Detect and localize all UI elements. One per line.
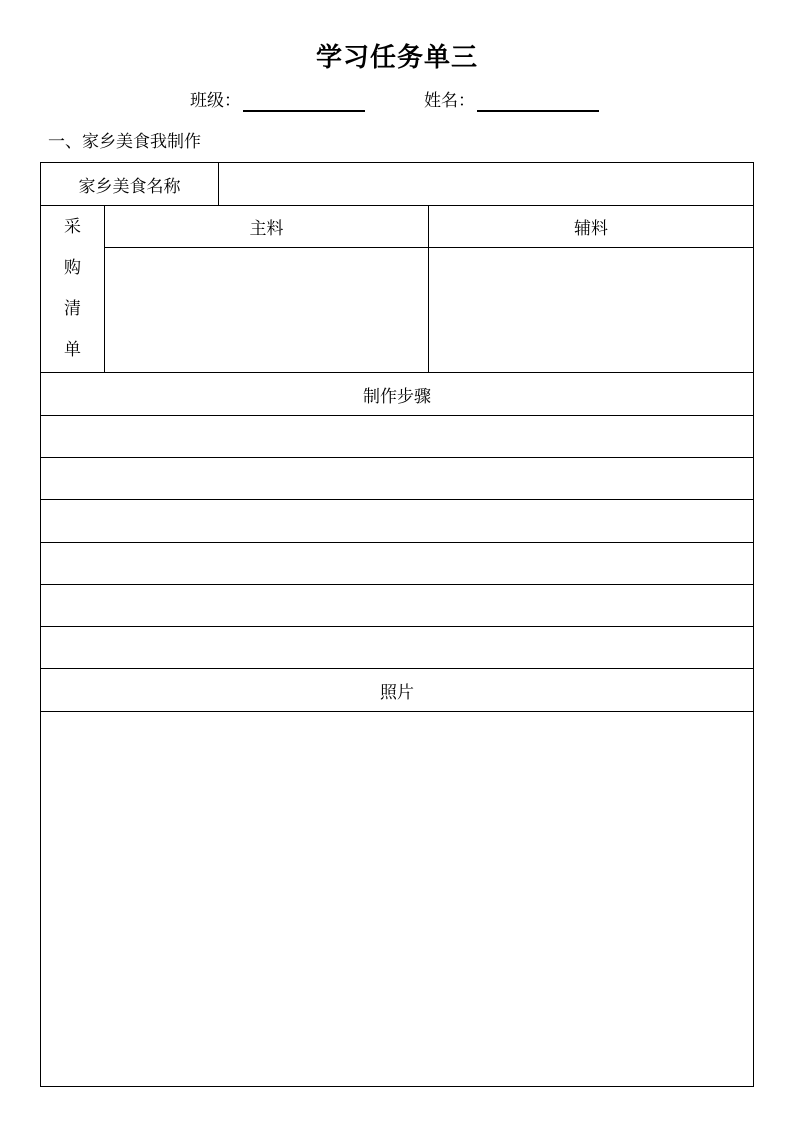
auxiliary-ingredients-header: 辅料 bbox=[429, 206, 754, 248]
main-ingredients-header: 主料 bbox=[105, 206, 429, 248]
photo-area-row bbox=[41, 712, 754, 1087]
class-label: 班级： bbox=[190, 91, 241, 111]
ingredients-input-row bbox=[41, 248, 754, 373]
shopping-list-char: 购 bbox=[64, 258, 81, 278]
step-input-cell[interactable] bbox=[41, 543, 754, 585]
step-input-cell[interactable] bbox=[41, 458, 754, 500]
name-blank[interactable] bbox=[477, 92, 599, 112]
food-name-input-cell[interactable] bbox=[219, 163, 754, 206]
name-field-group bbox=[424, 90, 599, 112]
steps-header: 制作步骤 bbox=[41, 373, 754, 416]
name-label: 姓名： bbox=[424, 91, 475, 111]
class-blank[interactable] bbox=[243, 92, 365, 112]
step-row bbox=[41, 543, 754, 585]
auxiliary-ingredients-input-cell[interactable] bbox=[429, 248, 754, 373]
step-row bbox=[41, 416, 754, 458]
shopping-list-char: 采 bbox=[64, 217, 81, 237]
ingredients-header-row bbox=[41, 206, 754, 248]
step-row bbox=[41, 627, 754, 669]
step-row bbox=[41, 458, 754, 500]
step-input-cell[interactable] bbox=[41, 500, 754, 543]
photo-header-row bbox=[41, 669, 754, 712]
food-name-label: 家乡美食名称 bbox=[41, 163, 219, 206]
photo-area[interactable] bbox=[41, 712, 754, 1087]
step-row bbox=[41, 585, 754, 627]
shopping-list-char: 清 bbox=[64, 299, 81, 319]
food-name-row bbox=[41, 163, 754, 206]
section-heading: 一、家乡美食我制作 bbox=[48, 132, 201, 152]
worksheet-table bbox=[40, 162, 754, 1087]
step-input-cell[interactable] bbox=[41, 585, 754, 627]
main-ingredients-input-cell[interactable] bbox=[105, 248, 429, 373]
page-title: 学习任务单三 bbox=[315, 43, 478, 73]
student-info-row bbox=[0, 90, 794, 114]
step-input-cell[interactable] bbox=[41, 416, 754, 458]
steps-header-row bbox=[41, 373, 754, 416]
step-input-cell[interactable] bbox=[41, 627, 754, 669]
photo-header: 照片 bbox=[41, 669, 754, 712]
shopping-list-char: 单 bbox=[64, 340, 81, 360]
class-field-group bbox=[190, 90, 365, 112]
shopping-list-label bbox=[41, 206, 105, 373]
step-row bbox=[41, 500, 754, 543]
